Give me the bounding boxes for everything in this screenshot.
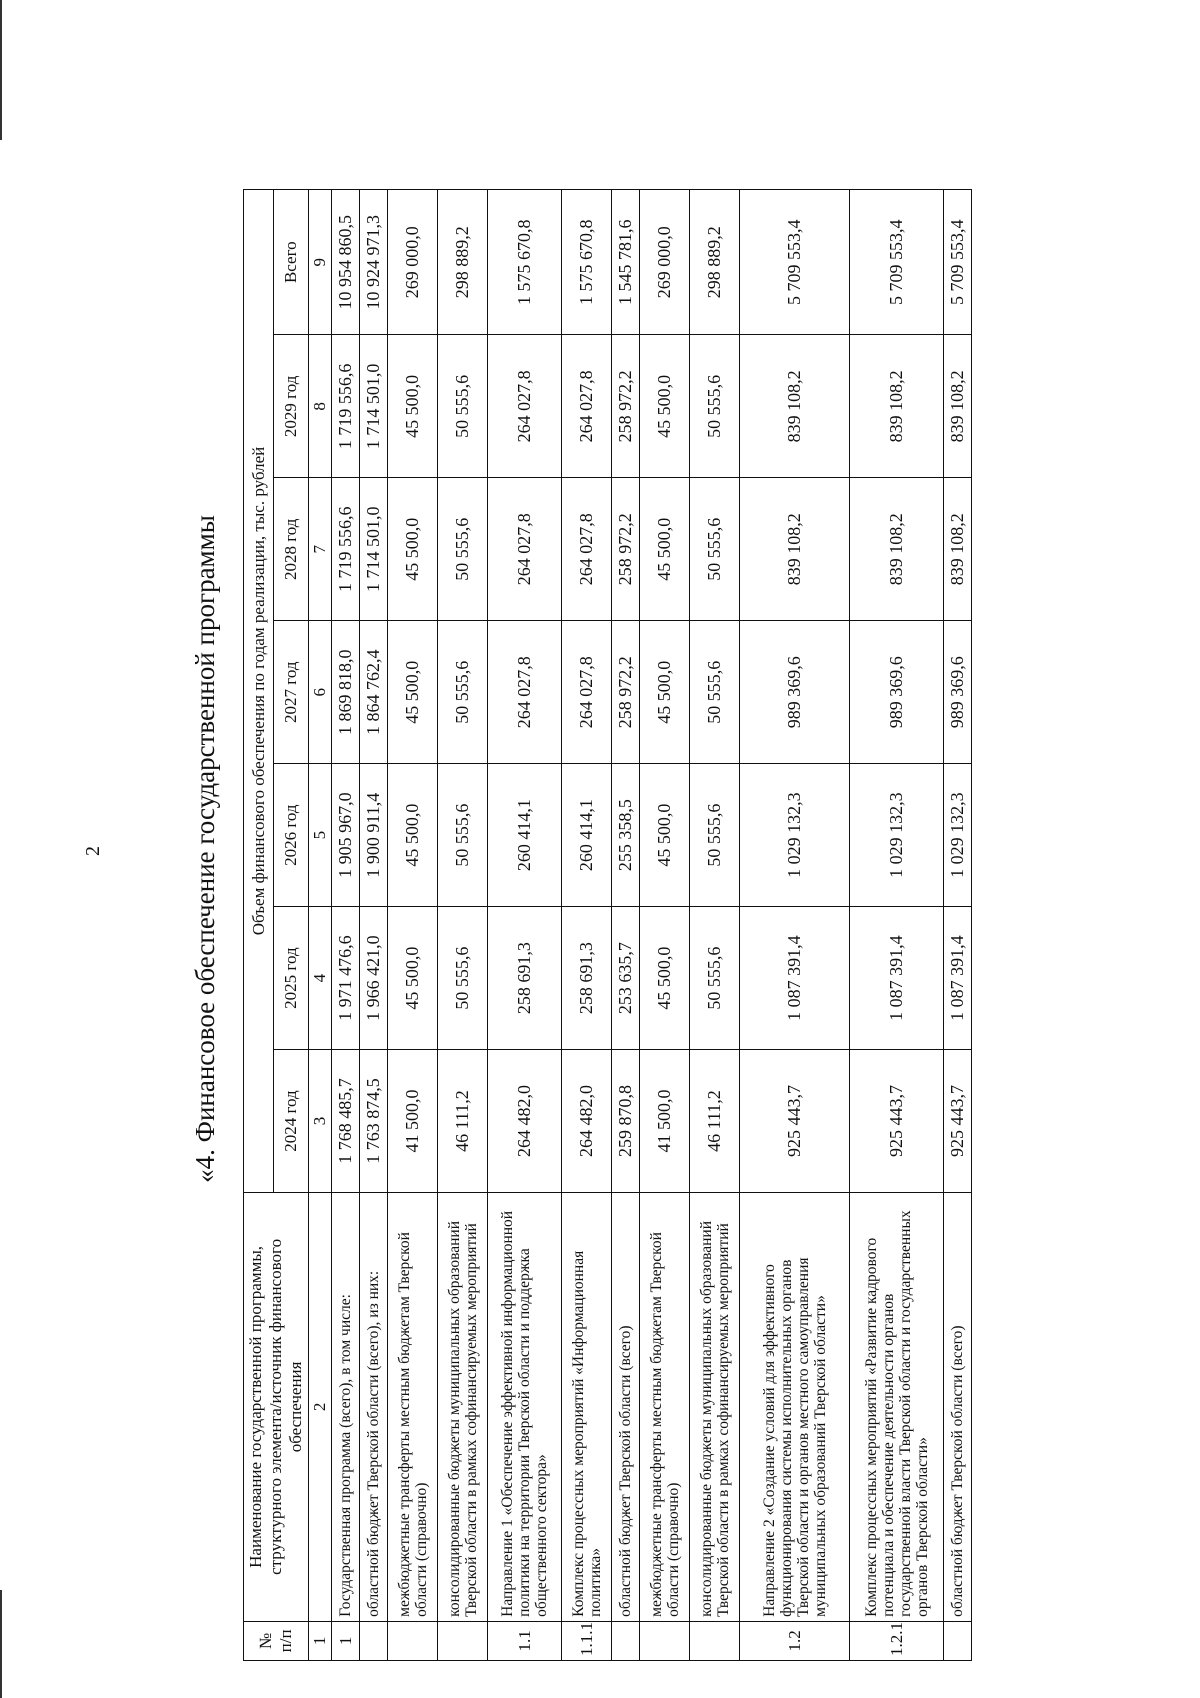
row-year-value: 1 763 874,5	[360, 1050, 388, 1193]
row-year-value: 45 500,0	[388, 621, 438, 764]
row-year-value: 1 971 476,6	[332, 907, 360, 1050]
row-year-value: 264 027,8	[488, 478, 562, 621]
row-total-value: 269 000,0	[640, 190, 690, 335]
row-year-value: 839 108,2	[850, 335, 944, 478]
row-name: Направление 1 «Обеспечение эффективной информационной политики на территории Тверской области и поддержка общественного сектора»	[488, 1192, 562, 1621]
table-row	[612, 190, 640, 1661]
row-year-value: 260 414,1	[488, 764, 562, 907]
row-year-value: 925 443,7	[740, 1050, 850, 1193]
header-year-1: 2025 год	[274, 907, 309, 1050]
row-year-value: 45 500,0	[640, 478, 690, 621]
row-year-value: 258 972,2	[612, 621, 640, 764]
row-name: областной бюджет Тверской области (всего)	[612, 1192, 640, 1621]
row-number: 1.2	[740, 1621, 850, 1660]
row-year-value: 839 108,2	[944, 478, 972, 621]
row-year-value: 255 358,5	[612, 764, 640, 907]
row-year-value: 45 500,0	[388, 335, 438, 478]
row-year-value: 1 900 911,4	[360, 764, 388, 907]
row-year-value: 1 719 556,6	[332, 478, 360, 621]
row-number: 1	[332, 1621, 360, 1660]
row-year-value: 258 972,2	[612, 335, 640, 478]
row-year-value: 50 555,6	[690, 335, 740, 478]
row-year-value: 1 719 556,6	[332, 335, 360, 478]
row-number	[612, 1621, 640, 1660]
row-name: межбюджетные трансферты местным бюджетам Тверской области (справочно)	[640, 1192, 690, 1621]
column-index-7: 7	[309, 478, 332, 621]
row-name: областной бюджет Тверской области (всего), из них:	[360, 1192, 388, 1621]
column-index-6: 6	[309, 621, 332, 764]
row-year-value: 1 869 818,0	[332, 621, 360, 764]
row-year-value: 1 029 132,3	[944, 764, 972, 907]
header-year-4: 2028 год	[274, 478, 309, 621]
row-number	[360, 1621, 388, 1660]
row-year-value: 50 555,6	[438, 621, 488, 764]
header-name: Наименование государственной программы, структурного элемента/источник финансового обеспечения	[244, 1192, 309, 1621]
row-year-value: 1 905 967,0	[332, 764, 360, 907]
header-year-0: 2024 год	[274, 1050, 309, 1193]
row-total-value: 298 889,2	[438, 190, 488, 335]
row-year-value: 258 691,3	[488, 907, 562, 1050]
row-year-value: 839 108,2	[740, 335, 850, 478]
column-index-5: 5	[309, 764, 332, 907]
row-total-value: 10 954 860,5	[332, 190, 360, 335]
row-year-value: 50 555,6	[438, 478, 488, 621]
row-year-value: 264 027,8	[562, 621, 612, 764]
row-year-value: 45 500,0	[388, 764, 438, 907]
header-year-3: 2027 год	[274, 621, 309, 764]
row-year-value: 45 500,0	[640, 335, 690, 478]
row-year-value: 264 027,8	[488, 621, 562, 764]
row-year-value: 989 369,6	[944, 621, 972, 764]
column-index-2: 2	[309, 1192, 332, 1621]
section-title: «4. Финансовое обеспечение государственной программы	[190, 515, 220, 1183]
row-total-value: 5 709 553,4	[740, 190, 850, 335]
row-year-value: 45 500,0	[388, 907, 438, 1050]
row-year-value: 46 111,2	[690, 1050, 740, 1193]
row-year-value: 45 500,0	[388, 478, 438, 621]
row-name: Комплекс процессных мероприятий «Развитие кадрового потенциала и обеспечение деятельности органов государственной власти Тверской области и государственных органов Тверской области»	[850, 1192, 944, 1621]
row-total-value: 1 545 781,6	[612, 190, 640, 335]
row-number	[690, 1621, 740, 1660]
row-total-value: 1 575 670,8	[562, 190, 612, 335]
row-year-value: 989 369,6	[850, 621, 944, 764]
row-number: 1.2.1	[850, 1621, 944, 1660]
row-year-value: 50 555,6	[438, 907, 488, 1050]
row-number: 1.1	[488, 1621, 562, 1660]
row-year-value: 1 087 391,4	[944, 907, 972, 1050]
row-year-value: 1 029 132,3	[740, 764, 850, 907]
table-row	[690, 190, 740, 1661]
row-name: консолидированные бюджеты муниципальных образований Тверской области в рамках софинансируемых мероприятий	[690, 1192, 740, 1621]
row-year-value: 258 691,3	[562, 907, 612, 1050]
row-year-value: 1 864 762,4	[360, 621, 388, 764]
column-index-1: 1	[309, 1621, 332, 1660]
header-year-6: Всего	[274, 190, 309, 335]
row-year-value: 50 555,6	[438, 335, 488, 478]
row-year-value: 260 414,1	[562, 764, 612, 907]
header-year-5: 2029 год	[274, 335, 309, 478]
row-year-value: 264 027,8	[488, 335, 562, 478]
financing-table	[243, 189, 972, 1661]
row-year-value: 1 087 391,4	[850, 907, 944, 1050]
row-year-value: 45 500,0	[640, 907, 690, 1050]
row-year-value: 264 027,8	[562, 478, 612, 621]
header-no: № п/п	[244, 1621, 309, 1660]
column-index-3: 3	[309, 1050, 332, 1193]
row-year-value: 1 087 391,4	[740, 907, 850, 1050]
header-row	[244, 190, 274, 1661]
column-index-row	[309, 190, 332, 1661]
table-row	[438, 190, 488, 1661]
page-number: 2	[82, 846, 104, 856]
column-index-9: 9	[309, 190, 332, 335]
row-year-value: 41 500,0	[388, 1050, 438, 1193]
table-row	[562, 190, 612, 1661]
row-year-value: 41 500,0	[640, 1050, 690, 1193]
row-year-value: 50 555,6	[690, 764, 740, 907]
row-year-value: 989 369,6	[740, 621, 850, 764]
row-year-value: 264 027,8	[562, 335, 612, 478]
row-total-value: 269 000,0	[388, 190, 438, 335]
row-year-value: 50 555,6	[690, 907, 740, 1050]
row-year-value: 1 029 132,3	[850, 764, 944, 907]
row-name: межбюджетные трансферты местным бюджетам Тверской области (справочно)	[388, 1192, 438, 1621]
row-year-value: 46 111,2	[438, 1050, 488, 1193]
column-index-4: 4	[309, 907, 332, 1050]
row-total-value: 298 889,2	[690, 190, 740, 335]
row-year-value: 1 714 501,0	[360, 478, 388, 621]
row-name: Государственная программа (всего), в том числе:	[332, 1192, 360, 1621]
row-total-value: 1 575 670,8	[488, 190, 562, 335]
row-year-value: 50 555,6	[690, 621, 740, 764]
row-year-value: 50 555,6	[690, 478, 740, 621]
row-name: Направление 2 «Создание условий для эффективного функционирования системы исполнительных органов Тверской области и органов местного самоуправления муниципальных образований Тверской области»	[740, 1192, 850, 1621]
table-row	[640, 190, 690, 1661]
table-row	[944, 190, 972, 1661]
row-number: 1.1.1	[562, 1621, 612, 1660]
row-total-value: 5 709 553,4	[944, 190, 972, 335]
table-row	[488, 190, 562, 1661]
row-year-value: 1 966 421,0	[360, 907, 388, 1050]
table-row	[740, 190, 850, 1661]
row-year-value: 253 635,7	[612, 907, 640, 1050]
row-year-value: 925 443,7	[850, 1050, 944, 1193]
row-year-value: 45 500,0	[640, 621, 690, 764]
row-year-value: 45 500,0	[640, 764, 690, 907]
row-year-value: 1 768 485,7	[332, 1050, 360, 1193]
row-year-value: 258 972,2	[612, 478, 640, 621]
header-year-2: 2026 год	[274, 764, 309, 907]
row-year-value: 839 108,2	[740, 478, 850, 621]
row-year-value: 264 482,0	[562, 1050, 612, 1193]
table-row	[332, 190, 360, 1661]
row-year-value: 1 714 501,0	[360, 335, 388, 478]
table-row	[360, 190, 388, 1661]
row-year-value: 50 555,6	[438, 764, 488, 907]
row-total-value: 5 709 553,4	[850, 190, 944, 335]
row-year-value: 264 482,0	[488, 1050, 562, 1193]
row-year-value: 839 108,2	[944, 335, 972, 478]
row-name: областной бюджет Тверской области (всего)	[944, 1192, 972, 1621]
row-number	[438, 1621, 488, 1660]
column-index-8: 8	[309, 335, 332, 478]
row-name: Комплекс процессных мероприятий «Информационная политика»	[562, 1192, 612, 1621]
row-name: консолидированные бюджеты муниципальных образований Тверской области в рамках софинансируемых мероприятий	[438, 1192, 488, 1621]
row-number	[388, 1621, 438, 1660]
table-body	[332, 190, 972, 1661]
row-year-value: 839 108,2	[850, 478, 944, 621]
row-number	[640, 1621, 690, 1660]
table-row	[388, 190, 438, 1661]
header-financing-volume: Объем финансового обеспечения по годам реализации, тыс. рублей	[244, 190, 274, 1193]
row-year-value: 925 443,7	[944, 1050, 972, 1193]
row-number	[944, 1621, 972, 1660]
table-row	[850, 190, 944, 1661]
row-year-value: 259 870,8	[612, 1050, 640, 1193]
row-total-value: 10 924 971,3	[360, 190, 388, 335]
